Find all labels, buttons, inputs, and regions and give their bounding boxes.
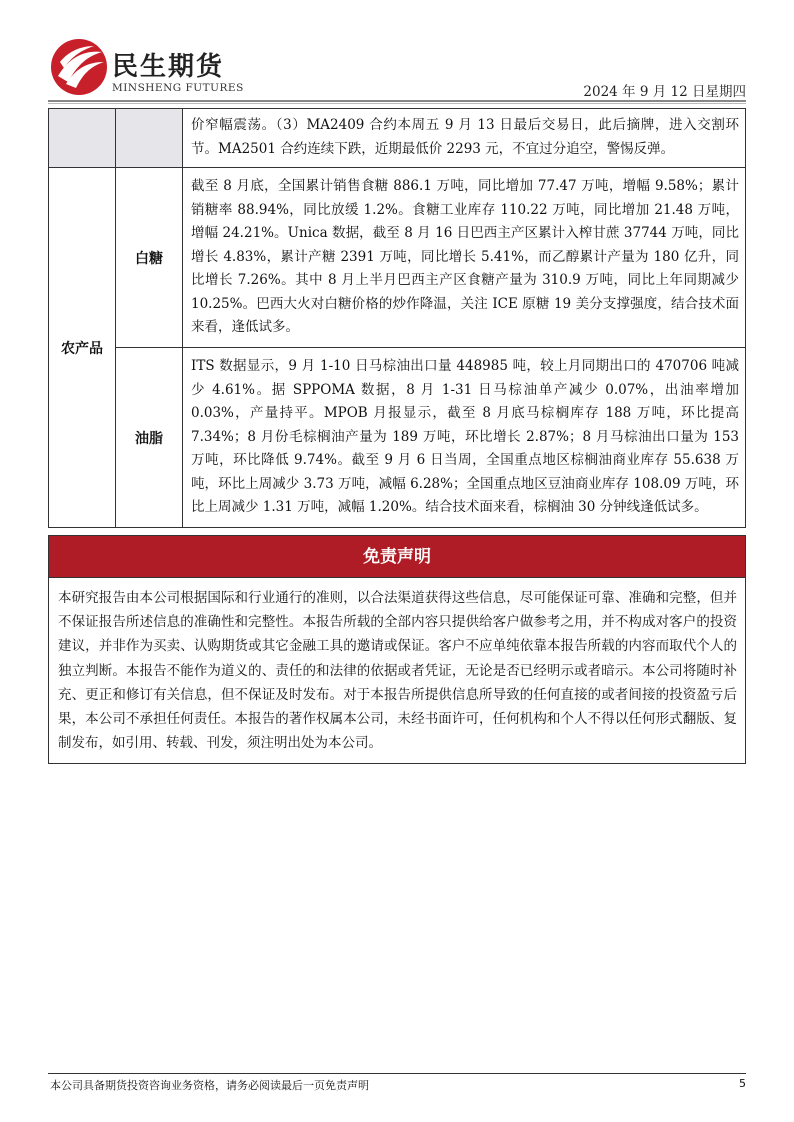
product-cell bbox=[116, 109, 183, 168]
header-divider bbox=[48, 100, 746, 102]
commodity-table bbox=[48, 108, 746, 528]
header-divider-thin bbox=[48, 103, 746, 104]
brand-name-cn: 民生期货 bbox=[112, 52, 225, 82]
sector-cell-empty bbox=[49, 109, 116, 168]
table-row bbox=[49, 168, 746, 348]
table-row bbox=[49, 348, 746, 528]
product-label: 油脂 bbox=[116, 348, 183, 528]
footer-divider bbox=[48, 1073, 746, 1074]
disclaimer-body: 本研究报告由本公司根据国际和行业通行的准则，以合法渠道获得这些信息，尽可能保证可靠、准确和完整，但并不保证报告所述信息的准确性和完整性。本报告所载的全部内容只提供给客户做参考之用，并不构成对客户的投资建议，并非作为买卖、认购期货或其它金融工具的邀请或保证。客户不应单纯依靠本报告所载的内容而取代个人的独立判断。本报告不能作为道义的、责任的和法律的依据或者凭证，无论是否已经明示或者暗示。本公司将随时补充、更正和修订有关信息，但不保证及时发布。对于本报告所提供信息所导致的任何直接的或者间接的投资盈亏后果，本公司不承担任何责任。本报告的著作权属本公司，未经书面许可，任何机构和个人不得以任何形式翻版、复制发布，如引用、转载、刊发，须注明出处为本公司。 bbox=[48, 578, 746, 764]
product-label: 白糖 bbox=[116, 168, 183, 348]
page-number: 5 bbox=[739, 1077, 746, 1090]
disclaimer-title: 免责声明 bbox=[48, 535, 746, 578]
table-row bbox=[49, 109, 746, 168]
analysis-text: 截至 8 月底，全国累计销售食糖 886.1 万吨，同比增加 77.47 万吨，增幅 9.58%；累计销糖率 88.94%，同比放缓 1.2%。食糖工业库存 110.22 万吨，同比增加 21.48 万吨，增幅 24.21%。Unica 数据，截至 8 月 16 日巴西主产区累计入榨甘蔗 37744 万吨，同比增长 4.83%，累计产糖 2391 万吨，同比增长 5.41%，而乙醇累计产量为 180 亿升，同比增长 7.26%。其中 8 月上半月巴西主产区食糖产量为 310.9 万吨，同比上年同期减少 10.25%。巴西大火对白糖价格的炒作降温，关注 ICE 原糖 19 美分支撑强度，结合技术面来看，逢低试多。 bbox=[183, 168, 746, 348]
page-header bbox=[48, 30, 746, 104]
minsheng-logo-icon bbox=[50, 38, 108, 96]
analysis-text: ITS 数据显示，9 月 1-10 日马棕油出口量 448985 吨，较上月同期出口的 470706 吨减少 4.61%。据 SPPOMA 数据，8 月 1-31 日马棕油单产减少 0.07%，出油率增加 0.03%，产量持平。MPOB 月报显示，截至 8 月底马棕榈库存 188 万吨，环比提高 7.34%；8 月份毛棕榈油产量为 189 万吨，环比增长 2.87%；8 月马棕油出口量为 153 万吨，环比降低 9.74%。截至 9 月 6 日当周，全国重点地区棕榈油商业库存 55.638 万吨，环比上周减少 3.73 万吨，减幅 6.28%；全国重点地区豆油商业库存 108.09 万吨，环比上周减少 1.31 万吨，减幅 1.20%。结合技术面来看，棕榈油 30 分钟线逢低试多。 bbox=[183, 348, 746, 528]
report-date: 2024 年 9 月 12 日星期四 bbox=[583, 84, 746, 100]
brand-name-en: MINSHENG FUTURES bbox=[112, 82, 244, 94]
analysis-text: 价窄幅震荡。（3）MA2409 合约本周五 9 月 13 日最后交易日，此后摘牌，进入交割环节。MA2501 合约连续下跌，近期最低价 2293 元，不宜过分追空，警惕反弹。 bbox=[183, 109, 746, 168]
footer-note: 本公司具备期货投资咨询业务资格，请务必阅读最后一页免责声明 bbox=[50, 1079, 369, 1092]
sector-label: 农产品 bbox=[49, 168, 116, 528]
